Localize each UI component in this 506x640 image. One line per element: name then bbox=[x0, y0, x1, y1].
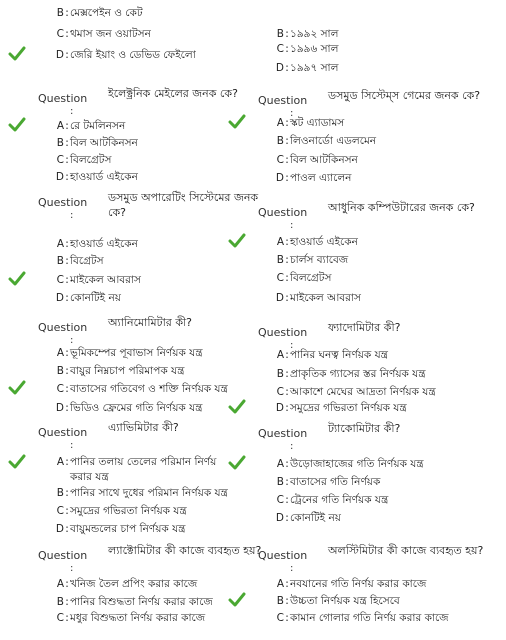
option-colon: : bbox=[65, 505, 69, 517]
option-letter: C bbox=[56, 383, 64, 395]
option-letter: A bbox=[56, 238, 64, 250]
answer-option[interactable] bbox=[38, 5, 143, 21]
option-text: বায়ুমন্ডলের চাপ নির্ণয়ক যন্ত্র bbox=[70, 523, 186, 535]
option-letter: C bbox=[276, 272, 284, 284]
option-text: রে টমলিনসন bbox=[70, 120, 126, 132]
option-text: থমাস জন ওয়াটসন bbox=[70, 28, 151, 40]
question-colon: : bbox=[70, 563, 74, 574]
question-label: Question bbox=[38, 321, 88, 334]
option-text: সমুদ্রের গভিরতা নির্ণয়ক যন্ত্র bbox=[70, 505, 187, 517]
option-colon: : bbox=[65, 49, 69, 61]
option-colon: : bbox=[65, 255, 69, 267]
question-text: অলস্টিমিটার কী কাজে ব্যবহৃত হয়? bbox=[328, 544, 484, 557]
option-colon: : bbox=[285, 117, 289, 129]
option-letter: B bbox=[56, 596, 64, 608]
answer-option[interactable] bbox=[38, 610, 205, 626]
option-letter: D bbox=[55, 49, 64, 61]
question-colon: : bbox=[70, 440, 74, 451]
option-colon: : bbox=[65, 7, 69, 19]
option-letter: B bbox=[276, 368, 284, 380]
option-letter: B bbox=[56, 365, 64, 377]
answer-option[interactable] bbox=[38, 521, 185, 537]
correct-check-icon bbox=[228, 114, 246, 130]
answer-option[interactable] bbox=[258, 234, 358, 250]
option-letter: C bbox=[276, 43, 284, 55]
option-letter: D bbox=[275, 292, 284, 304]
option-text: প্রাকৃতিক গ্যাসের স্তর নির্ণয়ক যন্ত্র bbox=[290, 368, 426, 380]
option-text: উচ্চতা নির্ণয়ক যন্ত্র হিসেবে bbox=[290, 595, 400, 607]
answer-option[interactable] bbox=[258, 492, 388, 508]
correct-check-icon bbox=[228, 592, 246, 608]
question-label: Question bbox=[258, 94, 308, 107]
answer-option[interactable] bbox=[38, 152, 111, 168]
correct-check-icon bbox=[228, 399, 246, 415]
option-letter: B bbox=[276, 595, 284, 607]
option-letter: C bbox=[276, 154, 284, 166]
correct-check-icon bbox=[8, 380, 26, 396]
answer-option[interactable] bbox=[258, 347, 388, 363]
option-colon: : bbox=[65, 383, 69, 395]
option-text: বাতাসের গতি নির্ণয়ক bbox=[290, 476, 381, 488]
option-colon: : bbox=[65, 487, 69, 499]
answer-option[interactable] bbox=[38, 594, 213, 610]
correct-check-icon bbox=[8, 117, 26, 133]
option-colon: : bbox=[285, 595, 289, 607]
option-letter: B bbox=[276, 28, 284, 40]
question-text: অ্যানিমোমিটার কী? bbox=[108, 316, 193, 329]
option-text: লিওনার্ডো এডলমেন bbox=[290, 135, 377, 147]
option-text: ভিডিও ফ্রেমের গতি নির্ণয়ক যন্ত্র bbox=[70, 402, 203, 414]
option-colon: : bbox=[285, 512, 289, 524]
option-text: মাইকেল আবরাস bbox=[290, 292, 361, 304]
option-colon: : bbox=[65, 120, 69, 132]
question-text: ইলেক্ট্রনিক মেইলের জনক কে? bbox=[108, 87, 238, 100]
option-letter: A bbox=[276, 117, 284, 129]
option-colon: : bbox=[285, 476, 289, 488]
answer-option[interactable] bbox=[258, 270, 331, 286]
answer-option[interactable] bbox=[258, 384, 436, 400]
option-text: বায়ুর নিম্নচাপ পরিমাপক যন্ত্র bbox=[70, 365, 185, 377]
option-letter: D bbox=[55, 523, 64, 535]
option-letter: C bbox=[276, 612, 284, 624]
question-label: Question bbox=[258, 427, 308, 440]
question-colon: : bbox=[290, 220, 294, 231]
option-letter: D bbox=[275, 402, 284, 414]
option-text: মধুর বিশুদ্ধতা নির্ণয় করার কাজে bbox=[70, 612, 206, 624]
option-colon: : bbox=[285, 578, 289, 590]
option-letter: C bbox=[276, 494, 284, 506]
option-colon: : bbox=[285, 254, 289, 266]
question-text: ডসমুড অপারেটিং সিস্টেমের জনক কে? bbox=[108, 191, 259, 219]
option-colon: : bbox=[285, 154, 289, 166]
answer-option[interactable] bbox=[38, 503, 187, 519]
answer-option[interactable] bbox=[38, 26, 151, 42]
option-colon: : bbox=[65, 137, 69, 149]
option-letter: D bbox=[55, 171, 64, 183]
answer-option[interactable] bbox=[38, 455, 220, 485]
option-text: বাতাসের গতিবেগ ও শক্তি নির্ণয়ক যন্ত্র bbox=[70, 383, 228, 395]
answer-option[interactable] bbox=[258, 60, 338, 76]
correct-check-icon bbox=[228, 455, 246, 471]
option-colon: : bbox=[65, 347, 69, 359]
answer-option[interactable] bbox=[258, 456, 424, 472]
option-letter: D bbox=[55, 292, 64, 304]
question-colon: : bbox=[70, 335, 74, 346]
option-text: সমুদ্রের গভিরতা নির্ণয়ক যন্ত্র bbox=[290, 402, 407, 414]
option-colon: : bbox=[285, 292, 289, 304]
option-letter: C bbox=[56, 274, 64, 286]
option-text: ১৯৯৭ সাল bbox=[290, 62, 339, 74]
answer-option[interactable] bbox=[38, 345, 203, 361]
answer-option[interactable] bbox=[38, 381, 228, 397]
option-colon: : bbox=[65, 612, 69, 624]
question-label: Question bbox=[258, 206, 308, 219]
option-colon: : bbox=[285, 236, 289, 248]
correct-check-icon bbox=[228, 233, 246, 249]
question-text: ফ্যাদোমিটার কী? bbox=[328, 321, 401, 334]
answer-option[interactable] bbox=[38, 236, 138, 252]
option-colon: : bbox=[285, 349, 289, 361]
option-text: ট্রেনের গতি নির্ণয়ক যন্ত্র bbox=[290, 494, 389, 506]
option-text: পানির ঘনত্ব নির্ণয়ক যন্ত্র bbox=[290, 349, 388, 361]
answer-option[interactable] bbox=[258, 593, 400, 609]
option-colon: : bbox=[65, 523, 69, 535]
option-text: চার্লস ব্যাবেজ bbox=[290, 254, 349, 266]
option-letter: C bbox=[56, 612, 64, 624]
option-colon: : bbox=[65, 365, 69, 377]
option-letter: B bbox=[56, 137, 64, 149]
option-text: মাইকেল আবরাস bbox=[70, 274, 141, 286]
answer-option[interactable] bbox=[258, 290, 361, 306]
option-letter: C bbox=[56, 154, 64, 166]
option-colon: : bbox=[65, 578, 69, 590]
option-letter: A bbox=[56, 456, 64, 468]
answer-option[interactable] bbox=[38, 485, 228, 501]
option-text: কোনটিই নয় bbox=[290, 512, 341, 524]
option-letter: A bbox=[56, 347, 64, 359]
answer-option[interactable] bbox=[258, 510, 341, 526]
question-label: Question bbox=[38, 426, 88, 439]
option-colon: : bbox=[285, 62, 289, 74]
option-letter: A bbox=[56, 578, 64, 590]
option-colon: : bbox=[65, 456, 69, 468]
answer-option[interactable] bbox=[258, 115, 344, 131]
answer-option[interactable] bbox=[258, 576, 426, 592]
option-text: পাওল এ্যালেন bbox=[290, 172, 352, 184]
option-colon: : bbox=[65, 274, 69, 286]
correct-check-icon bbox=[8, 454, 26, 470]
answer-option[interactable] bbox=[258, 366, 426, 382]
question-text: ডসমুড সিস্টেম্স গেমের জনক কে? bbox=[328, 89, 481, 102]
option-text: কামান গোলার গতি নির্ণয় করার কাজে bbox=[290, 612, 449, 624]
correct-check-icon bbox=[8, 271, 26, 287]
option-colon: : bbox=[285, 368, 289, 380]
option-text: ভূমিকম্পের পূবাভাস নির্ণয়ক যন্ত্র bbox=[70, 347, 203, 359]
answer-option[interactable] bbox=[38, 363, 184, 379]
answer-option[interactable] bbox=[258, 152, 358, 168]
option-colon: : bbox=[285, 494, 289, 506]
question-text: ট্যাকোমিটার কী? bbox=[328, 422, 401, 435]
answer-option[interactable] bbox=[38, 400, 202, 416]
option-text: মেক্সপেইন ও কেট bbox=[70, 7, 143, 19]
option-colon: : bbox=[65, 171, 69, 183]
answer-option[interactable] bbox=[38, 272, 141, 288]
option-letter: C bbox=[276, 386, 284, 398]
option-colon: : bbox=[285, 172, 289, 184]
option-letter: A bbox=[276, 349, 284, 361]
option-letter: D bbox=[275, 512, 284, 524]
question-colon: : bbox=[70, 210, 74, 221]
option-colon: : bbox=[285, 28, 289, 40]
option-letter: C bbox=[56, 505, 64, 517]
answer-option[interactable] bbox=[38, 169, 138, 185]
answer-option[interactable] bbox=[258, 610, 449, 626]
question-colon: : bbox=[290, 441, 294, 452]
answer-option[interactable] bbox=[38, 290, 121, 306]
option-text: ১৯৯২ সাল bbox=[290, 28, 339, 40]
answer-option[interactable] bbox=[258, 133, 376, 149]
answer-option[interactable] bbox=[258, 170, 351, 186]
option-letter: B bbox=[56, 7, 64, 19]
option-text: আকাশে মেঘের আদ্রতা নির্ণয়ক যন্ত্র bbox=[290, 386, 436, 398]
question-label: Question bbox=[38, 92, 88, 105]
answer-option[interactable] bbox=[258, 400, 407, 416]
question-text: এ্যাভিমিটার কী? bbox=[108, 421, 179, 434]
option-text: পানির তলায় তেলের পরিমান নির্ণয় করার যন্ত্র bbox=[70, 456, 217, 483]
answer-option[interactable] bbox=[38, 47, 196, 63]
answer-option[interactable] bbox=[38, 118, 125, 134]
option-text: পানির সাথে দুধের পরিমান নির্ণয়ক যন্ত্র bbox=[70, 487, 228, 499]
answer-option[interactable] bbox=[258, 252, 348, 268]
option-letter: B bbox=[56, 487, 64, 499]
question-text: ল্যাক্টোমিটার কী কাজে ব্যবহৃত হয়? bbox=[108, 544, 262, 557]
option-letter: A bbox=[276, 578, 284, 590]
option-letter: A bbox=[56, 120, 64, 132]
option-text: বিল আটকিনসন bbox=[290, 154, 358, 166]
option-text: নবযানের গতি নির্ণয় করার কাজে bbox=[290, 578, 427, 590]
option-text: উড়োজাহাজের গতি নির্ণয়ক যন্ত্র bbox=[290, 458, 424, 470]
option-colon: : bbox=[65, 292, 69, 304]
answer-option[interactable] bbox=[258, 474, 380, 490]
option-colon: : bbox=[285, 386, 289, 398]
option-colon: : bbox=[65, 154, 69, 166]
option-letter: D bbox=[275, 172, 284, 184]
question-label: Question bbox=[258, 549, 308, 562]
answer-option[interactable] bbox=[38, 253, 104, 269]
question-colon: : bbox=[290, 108, 294, 119]
option-colon: : bbox=[285, 272, 289, 284]
option-letter: B bbox=[276, 135, 284, 147]
option-text: পানির বিশুদ্ধতা নির্ণয় করার কাজে bbox=[70, 596, 213, 608]
option-text: জেরি ইয়াং ও ডেভিড ফেইলো bbox=[70, 49, 196, 61]
option-text: কোনটিই নয় bbox=[70, 292, 121, 304]
question-colon: : bbox=[290, 340, 294, 351]
option-letter: C bbox=[56, 28, 64, 40]
answer-option[interactable] bbox=[38, 576, 197, 592]
option-colon: : bbox=[285, 458, 289, 470]
option-letter: A bbox=[276, 236, 284, 248]
option-letter: B bbox=[276, 476, 284, 488]
option-text: হাওয়ার্ড এইকেন bbox=[70, 171, 138, 183]
option-letter: D bbox=[275, 62, 284, 74]
correct-check-icon bbox=[8, 46, 26, 62]
option-letter: A bbox=[276, 458, 284, 470]
option-text: বিল আটকিনসন bbox=[70, 137, 138, 149]
option-colon: : bbox=[285, 612, 289, 624]
question-colon: : bbox=[70, 106, 74, 117]
option-text: হাওয়ার্ড এইকেন bbox=[290, 236, 358, 248]
question-label: Question bbox=[38, 549, 88, 562]
option-colon: : bbox=[285, 43, 289, 55]
option-text: বিগ্রেটস bbox=[70, 255, 104, 267]
option-text: হাওয়ার্ড এইকেন bbox=[70, 238, 138, 250]
option-colon: : bbox=[65, 402, 69, 414]
option-text: বিলগ্রেটস bbox=[70, 154, 112, 166]
option-text: ১৯৯৬ সাল bbox=[290, 43, 339, 55]
option-colon: : bbox=[285, 402, 289, 414]
question-label: Question bbox=[258, 326, 308, 339]
option-colon: : bbox=[65, 596, 69, 608]
question-text: আধুনিক কম্পিউটারের জনক কে? bbox=[328, 201, 475, 214]
answer-option[interactable] bbox=[38, 135, 138, 151]
question-label: Question bbox=[38, 196, 88, 209]
option-colon: : bbox=[285, 135, 289, 147]
option-letter: D bbox=[55, 402, 64, 414]
question-colon: : bbox=[290, 563, 294, 574]
option-text: খনিজ তৈল প্রপিং করার কাজে bbox=[70, 578, 198, 590]
option-text: বিলগ্রেটস bbox=[290, 272, 332, 284]
option-colon: : bbox=[65, 238, 69, 250]
option-letter: B bbox=[276, 254, 284, 266]
option-letter: B bbox=[56, 255, 64, 267]
option-colon: : bbox=[65, 28, 69, 40]
answer-option[interactable] bbox=[258, 41, 338, 57]
answer-option[interactable] bbox=[258, 26, 338, 42]
option-text: স্কট এ্যাডামস bbox=[290, 117, 345, 129]
